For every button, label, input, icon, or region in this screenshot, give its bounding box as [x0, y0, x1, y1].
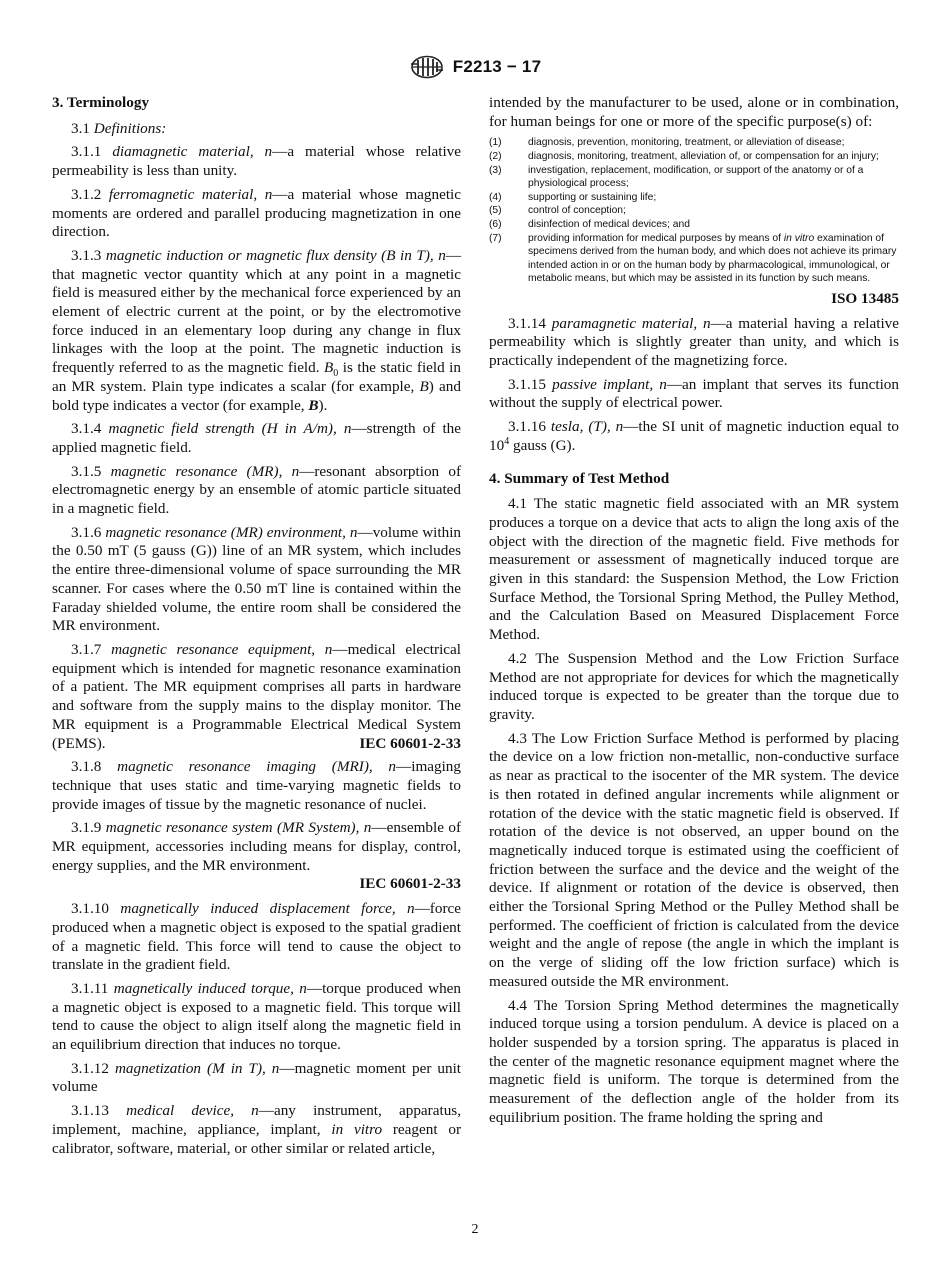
list-item: (4) supporting or sustaining life; — [489, 191, 657, 203]
para-3-1-5: 3.1.5 magnetic resonance (MR), n—resonant absorption of electromagnetic energy by an ensemble of atomic particle situated in a magnetic field. — [52, 462, 462, 518]
para-3-1-15: 3.1.15 passive implant, n—an implant that serves its function without the supply of electrical power. — [489, 375, 899, 412]
reference-iec-60601: IEC 60601-2-33 — [359, 875, 461, 893]
standard-designation: F2213 − 17 — [452, 57, 542, 76]
para-3-1-13-continued: intended by the manufacturer to be used, alone or in combination, for human beings for one or more of the specific purpose(s) of: — [489, 94, 899, 130]
para-3-1-6: 3.1.6 magnetic resonance (MR) environment, n—volume within the 0.50 mT (5 gauss (G)) line of an MR system, which includes the entire three-dimensional volume of space surrounding the MR scanner. For cases where the 0.50 mT line is contained within the Faraday shielded volume, the entire room shall be considered the MR environment. — [52, 523, 462, 635]
section-4-heading: 4. Summary of Test Method — [489, 469, 670, 487]
para-3-1-16: 3.1.16 tesla, (T), n—the SI unit of magnetic induction equal to $10^4$ gauss (G). — [489, 418, 900, 454]
para-3-1-14: 3.1.14 paramagnetic material, n—a material having a relative permeability which is slightly greater than unity, and which is practically independent of the magnetizing force. — [489, 314, 900, 370]
para-4-4: 4.4 The Torsion Spring Method determines the magnetically induced torque using a torsion pendulum. A device is placed on a holder suspended by a torsion spring. The apparatus is placed in the center of the magnetic resonance equipment magnet where the magnetic field is uniform. The torque is determined from the measurement of the deflection angle of the holder from its equilibrium position. The frame holding the spring and — [489, 996, 899, 1126]
section-3-heading: 3. Terminology — [52, 94, 150, 111]
para-3-1-3: 3.1.3 magnetic induction or magnetic flux density (B in T), n—that magnetic vector quantity which at any point in a magnetic field is measured either by the mechanical force experienced by an element of electric current at the point, or by the electromotive force induced in an elementary loop during any change in flux linkages with the loop at the point. The magnetic induction is frequently referred to as the magnetic field. $B_0$ is the static field in an MR system. Plain type indicates a scalar (for example, B) and bold type indicates a vector (for example, B). — [52, 246, 461, 414]
reference-iec-60601: IEC 60601-2-33 — [359, 734, 461, 752]
para-3-1-13: 3.1.13 medical device, n—any instrument, apparatus, implement, machine, appliance, implant, in vitro reagent or calibrator, software, material, or other similar or related article, — [52, 1102, 462, 1157]
page-number: 2 — [471, 1222, 479, 1237]
para-4-1: 4.1 The static magnetic field associated with an MR system produces a torque on a device that acts to align the long axis of the object with the direction of the magnetic field. Five methods for measurement or assessment of magnetically induced torque are given in this standard: the Suspension Method, the Low Friction Surface Method, the Torsional Spring Method, the Pulley Method, and the Calculation Based on Measured Displacement Force Method. — [489, 495, 899, 644]
left-column — [52, 94, 461, 1163]
para-3-1-1: 3.1.1 diamagnetic material, n—a material whose relative permeability is less than unity. — [52, 143, 462, 180]
para-3-1: 3.1 Definitions: — [71, 119, 167, 137]
astm-logo-icon — [409, 54, 445, 80]
reference-iso-13485: ISO 13485 — [831, 289, 899, 307]
page-header — [0, 54, 950, 80]
medical-purpose-list — [489, 136, 899, 286]
list-item: (6) disinfection of medical devices; and — [489, 218, 690, 230]
para-3-1-10: 3.1.10 magnetically induced displacement force, n—force produced when a magnetic object is exposed to the spatial gradient of a magnetic field. This force will tend to cause the object to translate in the gradient field. — [52, 900, 461, 974]
para-3-1-12: 3.1.12 magnetization (M in T), n—magnetic moment per unit volume — [52, 1059, 462, 1096]
list-item: (7) providing information for medical purposes by means of in vitro examination of specimens derived from the human body, and which does not achieve its primary intended action in or on the human body by pharmacological, immunological, or metabolic means, but which may be assisted in its function by such means. — [489, 232, 897, 285]
para-3-1-9: 3.1.9 magnetic resonance system (MR System), n—ensemble of MR equipment, accessories including means for display, control, energy supplies, and the MR environment. — [52, 819, 461, 874]
list-item: (5) control of conception; — [489, 205, 626, 217]
para-3-1-4: 3.1.4 magnetic field strength (H in A/m), n—strength of the applied magnetic field. — [52, 420, 461, 456]
list-item: (3) investigation, replacement, modification, or support of the anatomy or of a physiological process; — [489, 164, 864, 190]
para-4-2: 4.2 The Suspension Method and the Low Friction Surface Method are not appropriate for devices for which the magnetically induced torque is expected to be greater than the torque due to gravity. — [489, 649, 899, 723]
para-3-1-2: 3.1.2 ferromagnetic material, n—a material whose magnetic moments are ordered and parallel producing magnetization in one direction. — [52, 185, 462, 241]
list-item: (2) diagnosis, monitoring, treatment, alleviation of, or compensation for an injury; — [489, 151, 879, 162]
right-column — [489, 94, 899, 1132]
list-item: (1) diagnosis, prevention, monitoring, treatment, or alleviation of disease; — [489, 137, 845, 149]
para-3-1-11: 3.1.11 magnetically induced torque, n—torque produced when a magnetic object is exposed to a magnetic field. This torque will tend to cause the object to align itself along the magnetic field in an equilibrium direction that induces no torque. — [52, 979, 461, 1054]
para-4-3: 4.3 The Low Friction Surface Method is performed by placing the device on a low friction non-metallic, non-conductive surface as near as practical to the isocenter of the MR system. The device is then rotated in defined angular increments while alignment or rotation of the device with the static magnetic field is observed. If rotation of the device is not observed, an upper bound on the magnetically induced torque is estimated using the coefficient of friction between the surface and the device and the weight of the device. If alignment or rotation of the device is observed, then either the Torsional Spring Method or the Pulley Method shall be performed. The coefficient of friction is calculated from the device weight and the angle of repose (the angle in which the implant is on the verge of sliding off the low friction surface) which is measured outside the MR environment. — [489, 729, 899, 990]
para-3-1-7: 3.1.7 magnetic resonance equipment, n—medical electrical equipment which is intended for magnetic resonance examination of a patient. The MR equipment comprises all parts in hardware and software from the supply mains to the display monitor. The MR equipment is a Programmable Electrical Medical System (PEMS). IEC 60601-2-33 — [52, 640, 462, 752]
para-3-1-8: 3.1.8 magnetic resonance imaging (MRI), n—imaging technique that uses static and time-varying magnetic fields to provide images of tissue by the magnetic resonance of nuclei. — [52, 758, 461, 813]
